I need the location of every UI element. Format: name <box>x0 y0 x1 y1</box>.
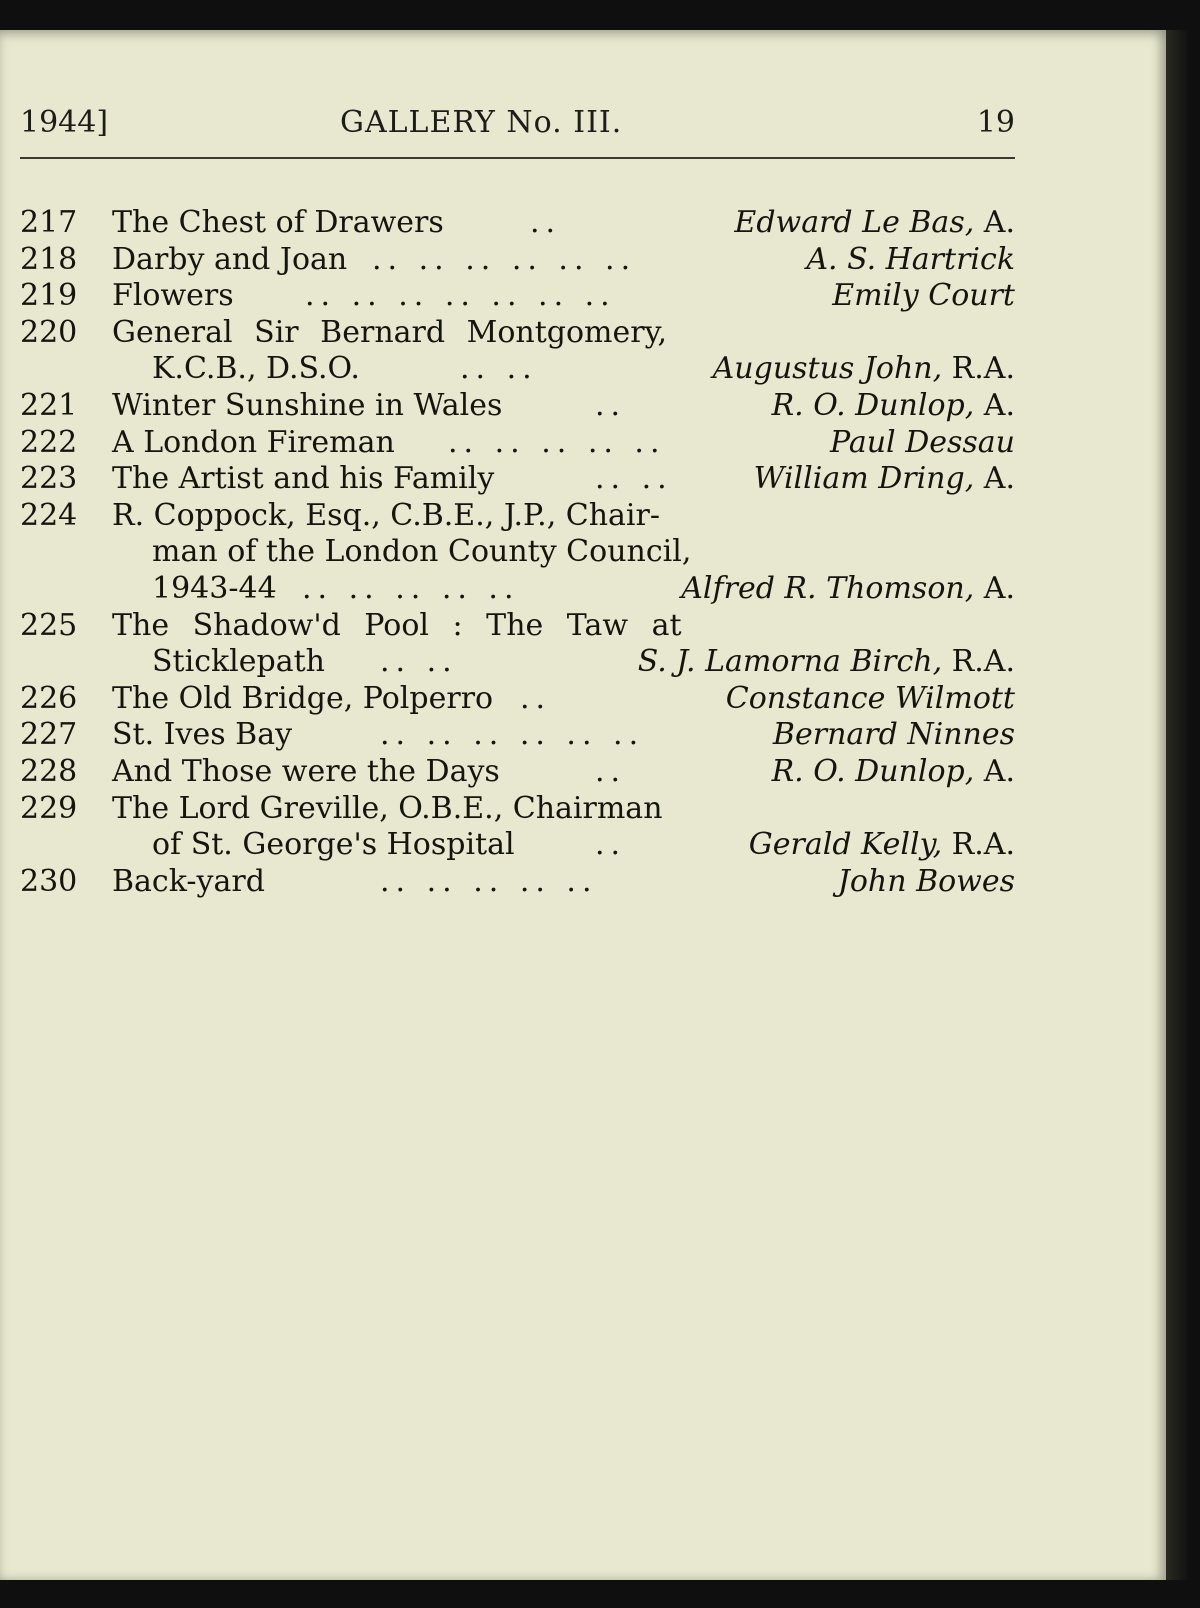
leader-dots: .. .. <box>460 351 538 387</box>
entry-number: 229 <box>20 790 78 826</box>
artist-name: R. O. Dunlop, <box>771 753 975 789</box>
entry-221 <box>20 388 1015 425</box>
entry-228 <box>20 754 1015 791</box>
entry-number: 219 <box>20 278 78 314</box>
artist-name: William Dring, <box>753 461 975 497</box>
artist-name: John Bowes <box>837 863 1015 899</box>
entry-number: 223 <box>20 461 78 497</box>
artist-name: Augustus John, <box>712 351 943 387</box>
leader-dots: .. .. .. .. .. .. <box>380 717 645 753</box>
entry-223 <box>20 461 1015 498</box>
entry-218 <box>20 242 1015 279</box>
entry-number: 226 <box>20 680 78 716</box>
leader-dots: .. .. .. .. .. <box>380 863 598 899</box>
entry-number: 222 <box>20 424 78 460</box>
entry-number: 230 <box>20 863 78 899</box>
header-year: 1944] <box>20 105 109 140</box>
artist-name: S. J. Lamorna Birch, <box>637 644 943 680</box>
header-rule <box>20 157 1015 159</box>
entry-225-cont <box>20 644 1015 681</box>
artist-suffix: R.A. <box>951 827 1015 863</box>
entry-220-cont <box>20 351 1015 388</box>
entry-title-cont: K.C.B., D.S.O. <box>152 351 360 387</box>
entry-title: And Those were the Days <box>112 753 500 789</box>
artist-suffix: R.A. <box>951 351 1015 387</box>
entry-227 <box>20 717 1015 754</box>
entry-title: The Old Bridge, Polperro <box>112 680 494 716</box>
entry-title: St. Ives Bay <box>112 717 293 753</box>
leader-dots: .. <box>595 387 627 423</box>
entry-title-cont: Sticklepath <box>152 644 325 680</box>
entry-number: 227 <box>20 717 78 753</box>
entry-artist <box>754 461 1015 498</box>
entry-title-cont: man of the London County Council, <box>152 534 692 570</box>
entry-title: General Sir Bernard Montgomery, <box>112 314 668 350</box>
entry-222 <box>20 425 1015 462</box>
running-header <box>20 105 1015 155</box>
entry-220 <box>20 315 1015 352</box>
leader-dots: .. .. .. .. .. .. .. <box>305 278 616 314</box>
artist-name: Alfred R. Thomson, <box>681 570 975 606</box>
entry-title: Back-yard <box>112 863 265 899</box>
leader-dots: .. <box>595 753 627 789</box>
artist-name: Gerald Kelly, <box>748 827 943 863</box>
artist-suffix: A. <box>983 205 1015 240</box>
entry-224-cont2 <box>20 571 1015 608</box>
leader-dots: .. <box>595 827 627 863</box>
entry-229 <box>20 791 1015 828</box>
leader-dots: .. .. .. .. .. .. <box>372 241 637 277</box>
entry-title: The Shadow'd Pool : The Taw at <box>112 607 682 643</box>
entry-title: The Artist and his Family <box>112 461 495 497</box>
artist-suffix: A. <box>983 461 1015 497</box>
entry-artist <box>830 425 1015 462</box>
entry-artist <box>772 754 1015 791</box>
header-title: GALLERY No. III. <box>340 105 623 140</box>
entry-artist <box>734 205 1015 242</box>
entry-225 <box>20 608 1015 645</box>
artist-name: Bernard Ninnes <box>772 717 1015 753</box>
entry-number: 225 <box>20 607 78 643</box>
entry-artist <box>838 864 1015 901</box>
catalogue-entries <box>20 205 1015 900</box>
leader-dots: .. <box>520 680 552 716</box>
entry-title: Darby and Joan <box>112 241 348 277</box>
entry-artist <box>726 681 1015 718</box>
artist-suffix: A. <box>983 570 1015 606</box>
leader-dots: .. .. .. .. .. <box>302 570 520 606</box>
entry-artist <box>638 644 1015 681</box>
entry-219 <box>20 278 1015 315</box>
entry-number: 218 <box>20 241 78 277</box>
entry-artist <box>832 278 1015 315</box>
artist-name: Paul Dessau <box>830 424 1015 460</box>
leader-dots: .. .. <box>380 644 458 680</box>
artist-name: R. O. Dunlop, <box>771 387 975 423</box>
leader-dots: .. <box>530 205 562 240</box>
artist-name: Constance Wilmott <box>725 680 1015 716</box>
entry-artist <box>749 827 1015 864</box>
entry-title-cont: 1943-44 <box>152 570 277 606</box>
artist-name: A. S. Hartrick <box>806 241 1015 277</box>
page-edge <box>1166 30 1188 1580</box>
entry-artist <box>713 351 1015 388</box>
leader-dots: .. .. .. .. .. <box>448 424 666 460</box>
entry-title: Flowers <box>112 278 234 314</box>
entry-224-cont <box>20 534 1015 571</box>
entry-229-cont <box>20 827 1015 864</box>
entry-number: 228 <box>20 753 78 789</box>
entry-224 <box>20 498 1015 535</box>
leader-dots: .. .. <box>595 461 673 497</box>
artist-name: Emily Court <box>832 278 1015 314</box>
entry-number: 220 <box>20 314 78 350</box>
artist-name: Edward Le Bas, <box>734 205 975 240</box>
entry-title: Winter Sunshine in Wales <box>112 387 503 423</box>
entry-number: 224 <box>20 497 78 533</box>
artist-suffix: A. <box>983 753 1015 789</box>
entry-number: 221 <box>20 387 78 423</box>
entry-artist <box>772 388 1015 425</box>
entry-title: A London Fireman <box>112 424 395 460</box>
entry-226 <box>20 681 1015 718</box>
entry-title-cont: of St. George's Hospital <box>152 827 515 863</box>
page-number: 19 <box>976 105 1015 140</box>
entry-artist <box>806 242 1015 279</box>
entry-number: 217 <box>20 205 78 240</box>
entry-title: The Lord Greville, O.B.E., Chairman <box>112 790 663 826</box>
entry-artist <box>773 717 1015 754</box>
entry-217 <box>20 205 1015 242</box>
entry-artist <box>681 571 1015 608</box>
entry-title: The Chest of Drawers <box>112 205 444 240</box>
artist-suffix: R.A. <box>951 644 1015 680</box>
entry-230 <box>20 864 1015 901</box>
entry-title: R. Coppock, Esq., C.B.E., J.P., Chair- <box>112 497 660 533</box>
artist-suffix: A. <box>983 387 1015 423</box>
